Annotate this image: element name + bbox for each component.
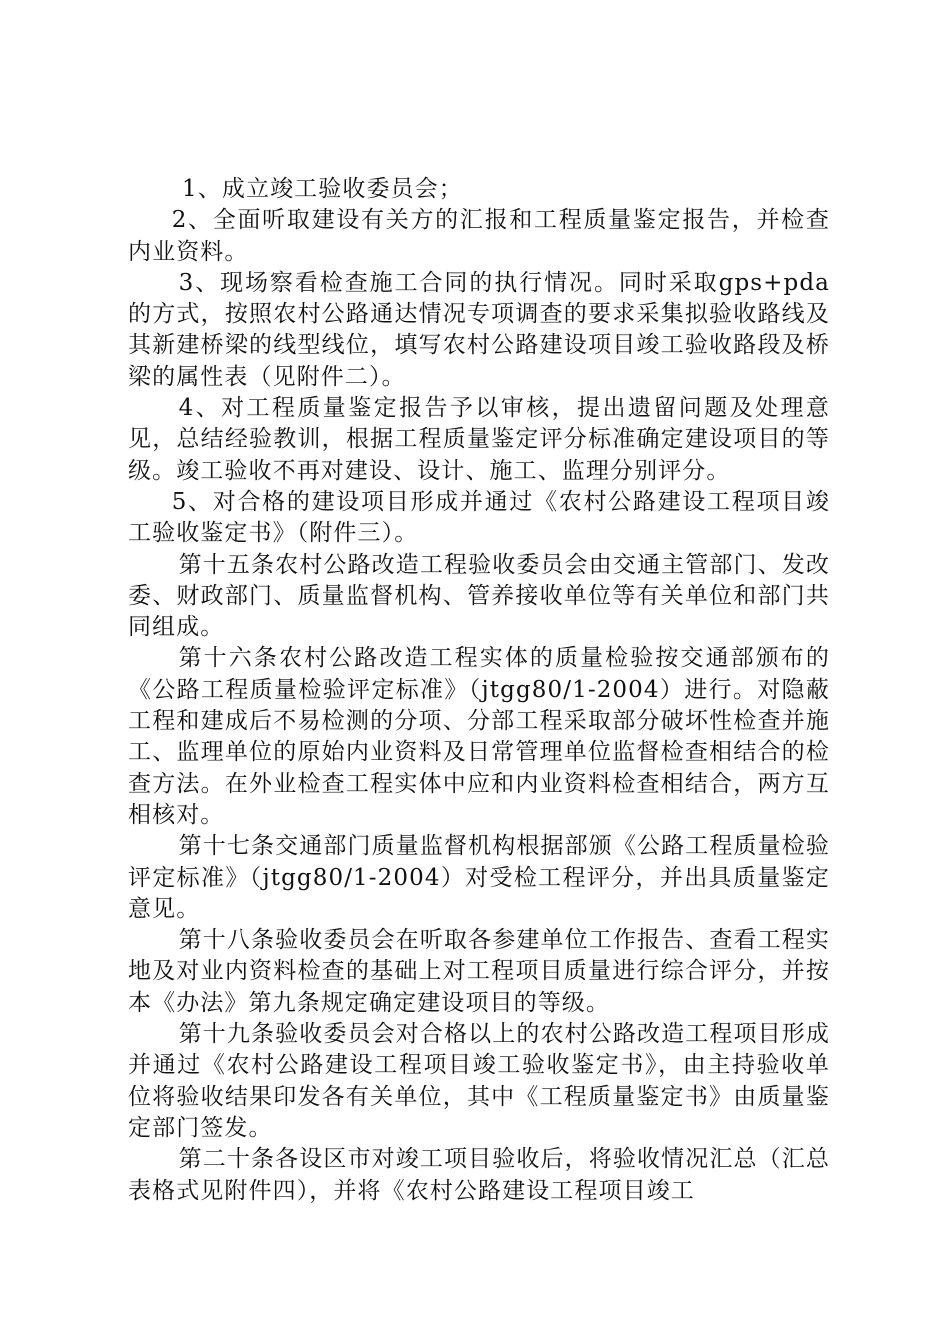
paragraph-article-20: 第二十条各设区市对竣工项目验收后，将验收情况汇总（汇总表格式见附件四），并将《农村公路建设工程项目竣工 <box>128 1146 830 1204</box>
paragraph-item-1: 1、成立竣工验收委员会； <box>182 176 463 202</box>
paragraph-item-5: 5、对合格的建设项目形成并通过《农村公路建设工程项目竣工验收鉴定书》（附件三）。 <box>128 488 830 547</box>
document-body <box>128 174 830 1207</box>
paragraph-article-16: 第十六条农村公路改造工程实体的质量检验按交通部颁布的《公路工程质量检验评定标准》（jtgg80/1-2004）进行。对隐蔽工程和建成后不易检测的分项、分部工程采取部分破坏性检查并施工、监理单位的原始内业资料及日常管理单位监督检查相结合的检查方法。在外业检查工程实体中应和内业资料检查相结合，两方互相核对。 <box>128 645 830 828</box>
paragraph-item-2: 2、全面听取建设有关方的汇报和工程质量鉴定报告，并检查内业资料。 <box>128 207 830 265</box>
paragraph-article-19: 第十九条验收委员会对合格以上的农村公路改造工程项目形成并通过《农村公路建设工程项目竣工验收鉴定书》，由主持验收单位将验收结果印发各有关单位，其中《工程质量鉴定书》由质量鉴定部门签发。 <box>128 1021 830 1141</box>
paragraph-article-18: 第十八条验收委员会在听取各参建单位工作报告、查看工程实地及对业内资料检查的基础上对工程项目质量进行综合评分，并按本《办法》第九条规定确定建设项目的等级。 <box>128 927 830 1016</box>
paragraph-item-4: 4、对工程质量鉴定报告予以审核，提出遗留问题及处理意见，总结经验教训，根据工程质量鉴定评分标准确定建设项目的等级。竣工验收不再对建设、设计、施工、监理分别评分。 <box>128 395 830 484</box>
paragraph-article-15: 第十五条农村公路改造工程验收委员会由交通主管部门、发改委、财政部门、质量监督机构、管养接收单位等有关单位和部门共同组成。 <box>128 551 830 641</box>
paragraph-article-17: 第十七条交通部门质量监督机构根据部颁《公路工程质量检验评定标准》（jtgg80/1-2004）对受检工程评分，并出具质量鉴定意见。 <box>128 833 830 922</box>
paragraph-item-3: 3、现场察看检查施工合同的执行情况。同时采取gps+pda的方式，按照农村公路通达情况专项调查的要求采集拟验收路线及其新建桥梁的线型线位，填写农村公路建设项目竣工验收路段及桥梁的属性表（见附件二）。 <box>128 269 830 390</box>
